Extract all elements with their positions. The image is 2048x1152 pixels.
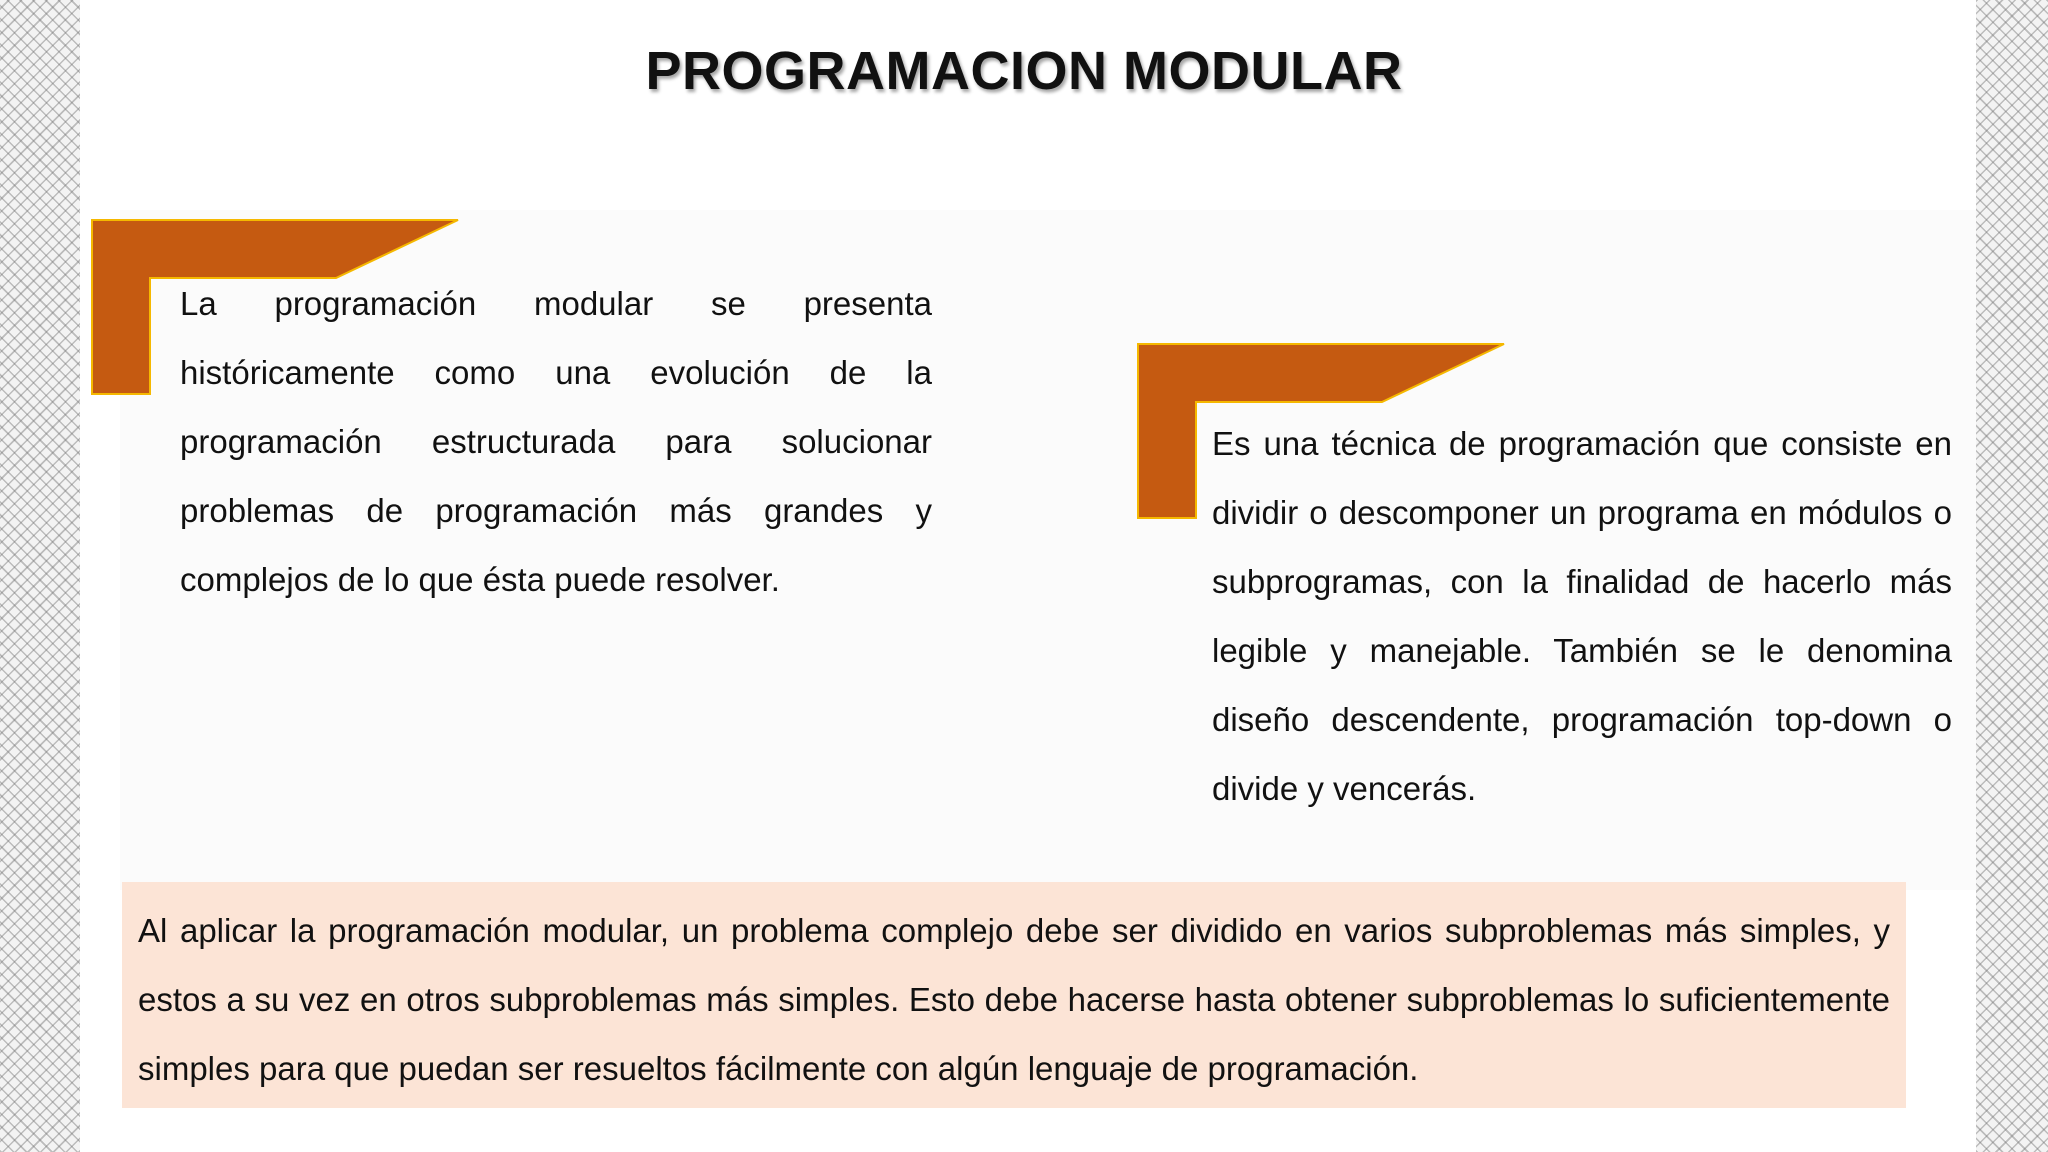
slide-title: PROGRAMACION MODULAR bbox=[645, 41, 1403, 101]
right-pattern-border bbox=[1976, 0, 2048, 1152]
paragraph-definition: Es una técnica de programación que consiste en dividir o descomponer un programa en módulos o subprogramas, con la finalidad de hacerlo más legible y manejable. También se le denomina diseño descendente, programación top-down o divide y vencerás. bbox=[1212, 425, 1952, 807]
paragraph-history: La programación modular se presenta históricamente como una evolución de la programación estructurada para solucionar problemas de programación más grandes y complejos de lo que ésta puede resolver. bbox=[180, 285, 932, 598]
left-pattern-border bbox=[0, 0, 80, 1152]
paragraph-summary: Al aplicar la programación modular, un problema complejo debe ser dividido en varios subproblemas más simples, y estos a su vez en otros subproblemas más simples. Esto debe hacerse hasta obtener subproblemas lo suficientemente simples para que puedan ser resueltos fácilmente con algún lenguaje de programación. bbox=[138, 912, 1890, 1087]
